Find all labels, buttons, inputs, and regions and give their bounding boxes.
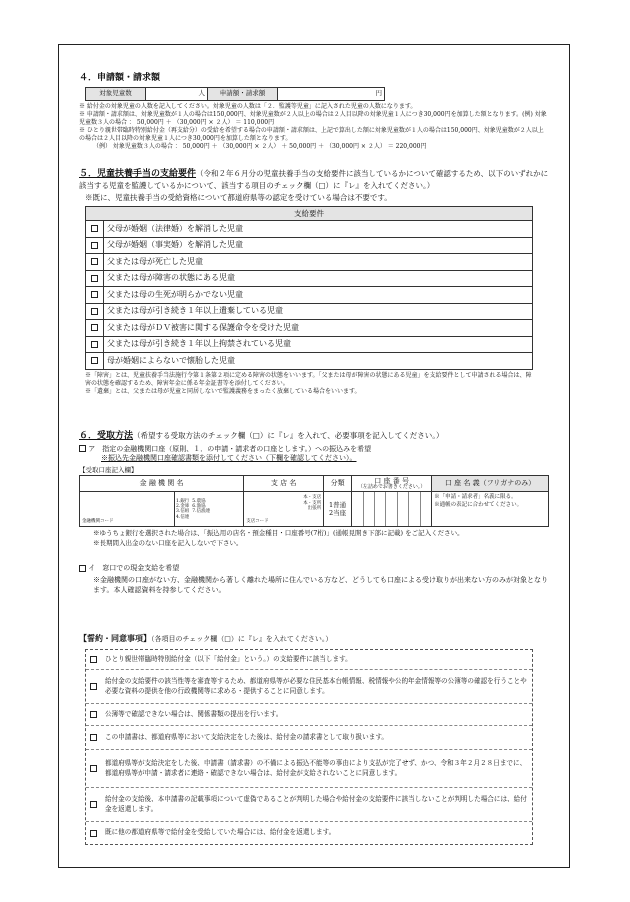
bank-name-field[interactable] (80, 492, 175, 527)
section-5-heading: ５．児童扶養手当の支給要件 (79, 169, 197, 179)
branch-type: 本・支所 (303, 500, 322, 506)
section-4-title: ４．申請額・請求額 (79, 73, 161, 83)
requirement-label: 父または母の生死が明らかでない児童 (104, 287, 533, 304)
section-4 (79, 73, 549, 151)
requirement-label: 母が婚姻によらないで懐胎した児童 (104, 353, 533, 370)
requirement-label: 父または母がＤＶ被害に関する保護命令を受けた児童 (104, 320, 533, 337)
bank-name-header: 金 融 機 関 名 (80, 476, 244, 492)
account-number-header (352, 476, 432, 492)
oath-text: 給付金の支給後、本申請書の記載事項について虚偽であることが判明した場合や給付金の支給要件に該当しないことが判明した場合には、給付金を返還します。 (105, 794, 527, 813)
requirement-label: 父または母が障害の状態にある児童 (104, 270, 533, 287)
oath-heading: 【誓約・同意事項】 (79, 633, 151, 643)
note: ※「遺棄」とは、父または母が児童と同居しないで監護義務をまったく放棄している場合をいいます。 (85, 387, 361, 395)
oath-text: 都道府県等が支給決定をした後、申請書（請求書）の不備による振込不能等の事由により支払が完了せず、かつ、令和３年２月２８日までに、都道府県等が申請・請求者に連絡・確認できない場合は、給付金が支給されないことに同意します。 (105, 758, 527, 777)
bank-type: 5.農協 (192, 498, 206, 504)
oath-item (86, 670, 532, 704)
bank-type: 3.信組 (176, 509, 190, 515)
requirement-checkbox[interactable] (91, 341, 98, 348)
note: ※長期間入出金のない口座を記入しないで下さい。 (93, 538, 243, 547)
note: （例） 対象児童数３人の場合 ： 50,000円 ＋ （30,000円 × ２人） ＋ 50,000円 ＋ （30,000円 × ２人） ＝ 220,000円 (93, 143, 427, 151)
account-holder-field[interactable] (432, 492, 549, 527)
oath-checkbox[interactable] (90, 765, 97, 772)
bank-account-table (79, 475, 549, 527)
option-a-label: ア 指定の金融機関口座（原則、１．の申請・請求者の口座とします。）への振込みを希望 (88, 444, 372, 453)
oath-instruction: （各項目のチェック欄（□）に『レ』を入れてください。） (151, 635, 333, 643)
account-type: 1普通 (329, 500, 347, 509)
oath-checkbox[interactable] (90, 683, 97, 690)
requirement-checkbox[interactable] (91, 242, 98, 249)
unit-person: 人 (198, 89, 205, 98)
section-6 (79, 431, 549, 596)
requirement-label: 父母が婚姻（事実婚）を解消した児童 (104, 237, 533, 254)
bank-type: 2.金庫 (176, 503, 190, 509)
requirement-checkbox[interactable] (91, 308, 98, 315)
note: ※ ひとり親世帯臨時特別給付金（再支給分）の受給を希望する場合の申請額・請求額は、上記で算出した額に対象児童数が１人の場合は150,000円、対象児童数が２人以上の場合は２人目以降の対象児童１人につき30,000円を加算した額となります。 (79, 126, 544, 143)
requirement-checkbox[interactable] (91, 225, 98, 232)
section-6-instruction: （希望する受取方法のチェック欄（□）に『レ』を入れて、必要事項を記入してください。） (133, 431, 444, 440)
requirement-label: 父または母が引き続き１年以上遺棄している児童 (104, 303, 533, 320)
oath-item (86, 822, 532, 844)
oath-text: この申請書は、都道府県等において支給決定をした後は、給付金の請求書として取り扱います。 (105, 732, 389, 741)
requirements-header: 支給要件 (86, 207, 533, 221)
section-6-heading: ６．受取方法 (79, 431, 134, 441)
note: ※「障害」とは、児童扶養手当法施行令第１条第２項に定める障害の状態をいいます。「父または母が障害の状態にある児童」を支給要件として申請される場合は、障害の状態を確認するため、障害年金に係る年金証書等を添付してください。 (85, 371, 532, 387)
section-5-title (79, 169, 549, 192)
bank-type: 4.信連 (176, 514, 190, 520)
section-5-instruction: （令和２年６月分の児童扶養手当の支給要件に該当しているかについて確認するため、以下のいずれかに該当する児童を監護しているかについて、該当する項目のチェック欄（□）に『レ』を入れてください。） (79, 169, 549, 190)
option-b-checkbox[interactable] (79, 565, 86, 572)
oath-text: 既に他の都道府県等で給付金を受給していた場合には、給付金を返還します。 (105, 828, 336, 837)
amount-header: 申請額・請求額 (208, 87, 278, 100)
account-number-field[interactable] (352, 492, 432, 527)
bank-type: 7.信漁連 (192, 509, 211, 515)
oath-checkbox[interactable] (90, 830, 97, 837)
oath-section (79, 633, 549, 837)
option-b-note: ※金融機関の口座がない方、金融機関から著しく離れた場所に住んでいる方など、どうしても口座による受け取りが出来ない方のみが対象となります。本人確認資料を持参してください。 (93, 576, 548, 595)
bank-notes (93, 529, 549, 548)
section-5-notes (85, 372, 533, 396)
oath-checkbox[interactable] (90, 801, 97, 808)
requirement-label: 父または母が死亡した児童 (104, 254, 533, 271)
section-5 (79, 169, 549, 396)
amount-field[interactable] (278, 87, 385, 100)
oath-checkbox[interactable] (90, 734, 97, 741)
oath-checkbox[interactable] (90, 656, 97, 663)
requirement-checkbox[interactable] (91, 357, 98, 364)
bank-type: 6.漁協 (192, 503, 206, 509)
oath-checkbox[interactable] (90, 711, 97, 718)
branch-type: 本・支店 (303, 495, 322, 501)
bank-code-label: 金融機関コード (82, 519, 114, 525)
oath-text: 給付金の支給要件の該当性等を審査等するため、都道府県等が必要な住民基本台帳情報、税情報や公的年金情報等の公簿等の確認を行うことや必要な資料の提供を他の行政機関等に求める・提供することに同意します。 (105, 676, 527, 695)
option-b (79, 564, 549, 573)
section-4-notes (79, 103, 549, 152)
oath-item (86, 750, 532, 788)
oath-text: ひとり親世帯臨時特別給付金（以下「給付金」という。）の支給要件に該当します。 (105, 654, 352, 663)
oath-list (85, 649, 533, 845)
child-count-header: 対象児童数 (86, 87, 146, 100)
bank-type: 1.銀行 (176, 498, 190, 504)
holder-note: ※通帳の表記に合わせてください。 (434, 502, 523, 508)
unit-yen: 円 (375, 89, 382, 98)
oath-item (86, 650, 532, 670)
branch-code-label: 支店コード (246, 519, 269, 525)
option-a-checkbox[interactable] (79, 445, 86, 452)
requirements-table (85, 206, 533, 370)
section-5-note: ※既に、児童扶養手当の受給資格について都道府県等の認定を受けている場合は不要です。 (85, 193, 392, 203)
requirement-checkbox[interactable] (91, 275, 98, 282)
requirement-checkbox[interactable] (91, 258, 98, 265)
account-number-title: 口 座 番 号 (374, 476, 409, 485)
application-form-page (58, 44, 570, 868)
note: ※ゆうちょ銀行を選択された場合は、「振込用の店名・預金種目・口座番号(7桁)」(通帳見開き下部に記載) をご記入ください。 (93, 529, 464, 538)
account-holder-header: 口 座 名 義（フリガナのみ） (432, 476, 549, 492)
bank-type-options (175, 492, 244, 527)
option-a-note: ※振込先金融機関口座確認書類を添付してください（下欄を確認してください）。 (101, 453, 357, 462)
child-count-field[interactable] (146, 87, 208, 100)
oath-item (86, 704, 532, 726)
branch-name-field[interactable] (244, 492, 324, 527)
oath-title (79, 633, 549, 644)
bank-section-title: 【受取口座記入欄】 (79, 465, 138, 474)
account-type-options[interactable] (324, 492, 352, 527)
section-6-title (79, 431, 549, 443)
note: ※ 給付金の対象児童の人数を記入してください。対象児童の人数は「２．監護等児童」に記入された児童の人数になります。 (79, 102, 417, 110)
note: ※ 申請額・請求額は、対象児童数が１人の場合は150,000円、対象児童数が２人以上の場合は２人目以降の対象児童１人につき30,000円を加算した額となります。(例) 対象児童数３人の場合 ： 50,000円 ＋ （30,000円 × ２人） ＝ 110,000円 (79, 110, 547, 126)
requirement-checkbox[interactable] (91, 324, 98, 331)
requirement-label: 父母が婚姻（法律婚）を解消した児童 (104, 221, 533, 238)
account-type-header: 分類 (324, 476, 352, 492)
holder-note: ※「申請・請求者」名義に限る。 (434, 494, 517, 501)
branch-type: 出張所 (307, 506, 322, 512)
oath-text: 公簿等で確認できない場合は、関係書類の提出を行います。 (105, 709, 283, 718)
branch-name-header: 支 店 名 (244, 476, 324, 492)
account-number-note: （左詰めでお書きください。） (357, 483, 426, 490)
oath-item (86, 788, 532, 822)
option-b-label: イ 窓口での現金支給を希望 (88, 564, 180, 573)
requirement-checkbox[interactable] (91, 291, 98, 298)
oath-item (86, 726, 532, 750)
option-a (79, 445, 549, 454)
requirement-label: 父または母が引き続き１年以上拘禁されている児童 (104, 336, 533, 353)
account-type: 2当座 (329, 509, 347, 518)
amount-table (85, 87, 385, 101)
